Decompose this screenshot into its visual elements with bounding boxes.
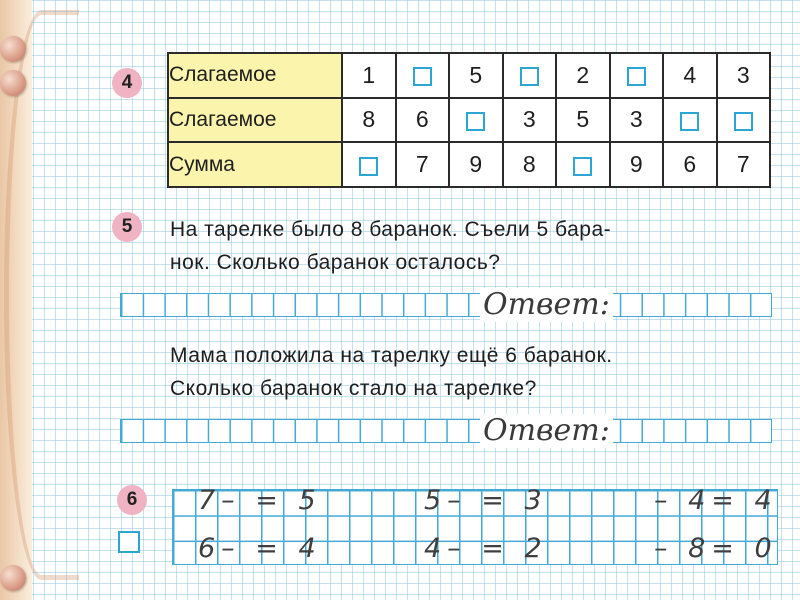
number-cell: 5: [449, 53, 503, 98]
empty-answer-box[interactable]: [466, 112, 485, 131]
table-row: [168, 98, 770, 143]
number-cell: 9: [449, 142, 503, 187]
table-row: [168, 142, 770, 187]
empty-answer-box[interactable]: [573, 157, 592, 176]
handwritten-equation: 6– = 4: [198, 533, 322, 564]
handwritten-equation: 7– = 5: [198, 485, 322, 516]
handwritten-equation: 5– = 3: [424, 485, 548, 516]
problem-text-line: нок. Сколько баранок осталось?: [170, 251, 501, 274]
pearl-decoration: [0, 36, 26, 62]
task-number-badge: 4: [112, 68, 142, 98]
task-number-badge: 6: [117, 485, 147, 515]
number-cell: 3: [717, 53, 771, 98]
problem-text-line: На тарелке было 8 баранок. Съели 5 бара-: [170, 218, 612, 241]
blank-cell[interactable]: [717, 98, 771, 143]
number-cell: 3: [610, 98, 664, 143]
number-cell: 7: [396, 142, 450, 187]
handwritten-equation: – 8= 0: [654, 533, 778, 564]
problem-text-line: Сколько баранок стало на тарелке?: [170, 377, 537, 400]
blank-cell[interactable]: [663, 98, 717, 143]
empty-answer-box[interactable]: [118, 531, 140, 553]
answer-label: Ответ:: [480, 288, 613, 322]
number-cell: 2: [556, 53, 610, 98]
empty-answer-box[interactable]: [627, 67, 646, 86]
number-cell: 6: [396, 98, 450, 143]
answer-grid-strip[interactable]: [120, 293, 772, 317]
empty-answer-box[interactable]: [359, 157, 378, 176]
table-row: [168, 53, 770, 98]
blank-cell[interactable]: [396, 53, 450, 98]
number-cell: 1: [342, 53, 396, 98]
handwritten-equation: – 4= 4: [654, 485, 778, 516]
empty-answer-box[interactable]: [413, 67, 432, 86]
number-cell: 8: [503, 142, 557, 187]
row-label: Сумма: [168, 142, 342, 187]
row-label: Слагаемое: [168, 53, 342, 98]
number-cell: 5: [556, 98, 610, 143]
number-cell: 7: [717, 142, 771, 187]
blank-cell[interactable]: [449, 98, 503, 143]
blank-cell[interactable]: [556, 142, 610, 187]
number-cell: 8: [342, 98, 396, 143]
addition-table: [167, 52, 771, 188]
blank-cell[interactable]: [503, 53, 557, 98]
empty-answer-box[interactable]: [680, 112, 699, 131]
blank-cell[interactable]: [610, 53, 664, 98]
empty-answer-box[interactable]: [734, 112, 753, 131]
problem-text-line: Мама положила на тарелку ещё 6 баранок.: [170, 344, 613, 367]
pearl-decoration: [0, 565, 26, 591]
answer-grid-strip[interactable]: [120, 419, 772, 443]
number-cell: 9: [610, 142, 664, 187]
task-number-badge: 5: [112, 212, 142, 242]
number-cell: 3: [503, 98, 557, 143]
blank-cell[interactable]: [342, 142, 396, 187]
row-label: Слагаемое: [168, 98, 342, 143]
answer-label: Ответ:: [480, 414, 613, 448]
handwritten-equation: 4– = 2: [424, 533, 548, 564]
number-cell: 6: [663, 142, 717, 187]
pearl-decoration: [0, 70, 26, 96]
number-cell: 4: [663, 53, 717, 98]
empty-answer-box[interactable]: [520, 67, 539, 86]
